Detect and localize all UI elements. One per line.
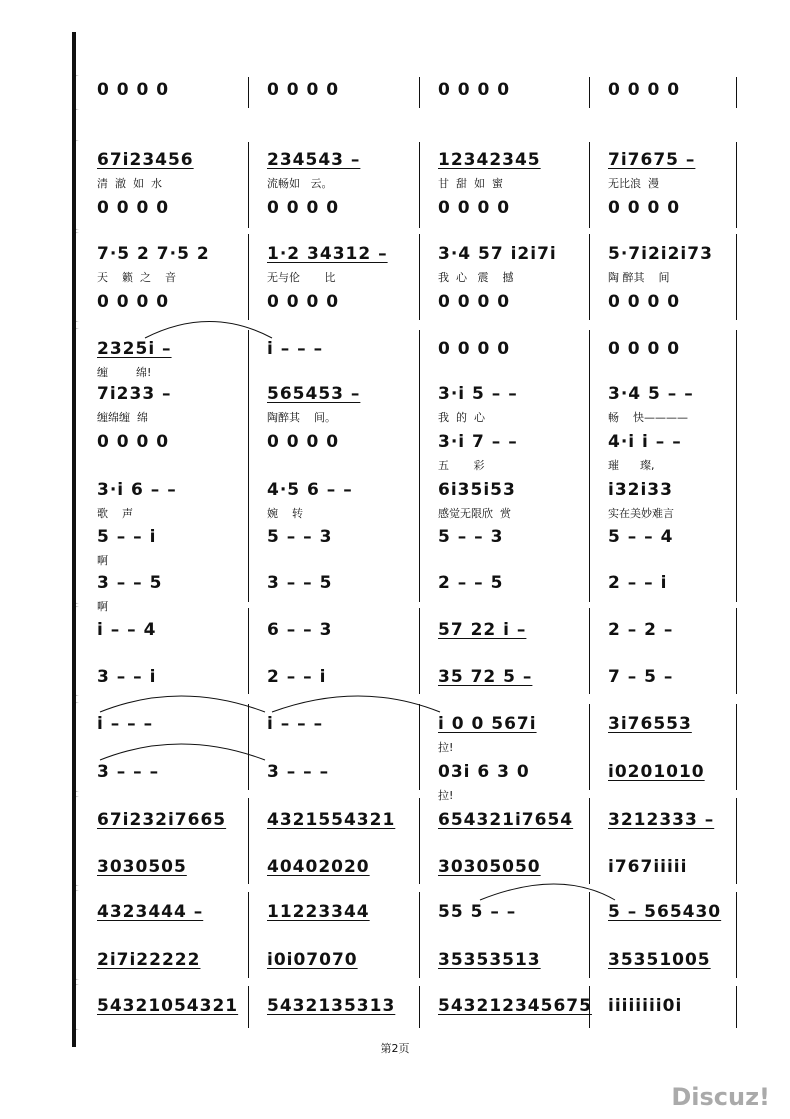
- measure-notes: 0 0 0 0: [97, 432, 170, 452]
- measure-notes: i – – –: [267, 714, 324, 734]
- measure-notes: 4·i i – –: [608, 432, 682, 452]
- measure-notes: 5 – – 3: [267, 527, 333, 547]
- measure-notes: 0 0 0 0: [267, 432, 340, 452]
- slur: [145, 322, 272, 339]
- measure-notes: 5 – – i: [97, 527, 157, 547]
- measure-notes: 0 0 0 0: [608, 292, 681, 312]
- measure-notes: 5 – – 4: [608, 527, 674, 547]
- measure-notes: 5 – – 3: [438, 527, 504, 547]
- measure-notes: 0 0 0 0: [608, 198, 681, 218]
- lyric: 缠绵缠 绵: [97, 411, 148, 424]
- lyric: 我 心 震 撼: [438, 271, 514, 284]
- measure-notes: i – – 4: [97, 620, 157, 640]
- lyric: 感觉无限欣 赏: [438, 507, 511, 520]
- measure-notes: i767iiiii: [608, 857, 688, 877]
- measure-notes: 6i35i53: [438, 480, 516, 500]
- measure-notes: 0 0 0 0: [438, 80, 511, 100]
- measure-notes: 67i23456: [97, 150, 194, 170]
- measure-notes: 0 0 0 0: [97, 198, 170, 218]
- lyric: 婉 转: [267, 507, 303, 520]
- slur: [480, 884, 615, 900]
- measure-notes: 1·2 34312 –: [267, 244, 388, 264]
- measure-notes: 0 0 0 0: [608, 80, 681, 100]
- measure-notes: 0 0 0 0: [438, 198, 511, 218]
- watermark: Discuz!: [671, 1083, 770, 1111]
- measure-notes: 5·7i2i2i73: [608, 244, 713, 264]
- measure-notes: 0 0 0 0: [438, 339, 511, 359]
- measure-notes: 2 – – 5: [438, 573, 504, 593]
- measure-notes: 11223344: [267, 902, 370, 922]
- measure-notes: i0i07070: [267, 950, 358, 970]
- lyric: 流畅如 云。: [267, 177, 333, 190]
- measure-notes: 4323444 –: [97, 902, 204, 922]
- page-number: 第2页: [380, 1042, 410, 1055]
- lyric: 陶 醉其 间: [608, 271, 670, 284]
- measure-notes: 35353513: [438, 950, 541, 970]
- lyric: 啊: [97, 554, 108, 567]
- measure-notes: 6 – – 3: [267, 620, 333, 640]
- lyric: 拉!: [438, 789, 454, 802]
- measure-notes: 0 0 0 0: [608, 339, 681, 359]
- measure-notes: 03i 6 3 0: [438, 762, 530, 782]
- measure-notes: 57 22 i –: [438, 620, 527, 640]
- measure-notes: 3 – – 5: [97, 573, 163, 593]
- measure-notes: i – – –: [97, 714, 154, 734]
- measure-notes: 543212345675: [438, 996, 592, 1016]
- measure-notes: 3·4 57 i2i7i: [438, 244, 557, 264]
- measure-notes: 40402020: [267, 857, 370, 877]
- measure-notes: 55 5 – –: [438, 902, 517, 922]
- lyric: 无与伦 比: [267, 271, 336, 284]
- lyric: 啊: [97, 600, 108, 613]
- measure-notes: 0 0 0 0: [438, 292, 511, 312]
- measure-notes: 3 – – i: [97, 667, 157, 687]
- measure-notes: 234543 –: [267, 150, 361, 170]
- measure-notes: 2i7i22222: [97, 950, 201, 970]
- lyric: 天 籁 之 音: [97, 271, 176, 284]
- lyric: 实在美妙难言: [608, 507, 674, 520]
- lyric: 五 彩: [438, 459, 485, 472]
- measure-notes: 0 0 0 0: [97, 80, 170, 100]
- measure-notes: 5 – 565430: [608, 902, 722, 922]
- lyric: 无比浪 漫: [608, 177, 659, 190]
- measure-notes: 3·i 7 – –: [438, 432, 518, 452]
- measure-notes: 5432135313: [267, 996, 396, 1016]
- measure-notes: 3·4 5 – –: [608, 384, 694, 404]
- measure-notes: 30305050: [438, 857, 541, 877]
- measure-notes: 7i233 –: [97, 384, 172, 404]
- measure-notes: 0 0 0 0: [267, 80, 340, 100]
- measure-notes: 3030505: [97, 857, 187, 877]
- lyric: 歌 声: [97, 507, 133, 520]
- lyric: 我 的 心: [438, 411, 485, 424]
- measure-notes: i 0 0 567i: [438, 714, 537, 734]
- measure-notes: 2 – 2 –: [608, 620, 674, 640]
- measure-notes: 0 0 0 0: [97, 292, 170, 312]
- measure-notes: 2325i –: [97, 339, 172, 359]
- lyric: 甘 甜 如 蜜: [438, 177, 503, 190]
- measure-notes: 7i7675 –: [608, 150, 696, 170]
- lyric: 陶醉其 间。: [267, 411, 336, 424]
- measure-notes: iiiiiiii0i: [608, 996, 683, 1016]
- measure-notes: 3 – – –: [97, 762, 160, 782]
- measure-notes: i – – –: [267, 339, 324, 359]
- measure-notes: 35 72 5 –: [438, 667, 533, 687]
- measure-notes: 0 0 0 0: [267, 292, 340, 312]
- measure-notes: 565453 –: [267, 384, 361, 404]
- measure-notes: 3·i 5 – –: [438, 384, 518, 404]
- measure-notes: i0201010: [608, 762, 705, 782]
- measure-notes: 67i232i7665: [97, 810, 227, 830]
- slur: [272, 696, 440, 712]
- lyric: 清 澈 如 水: [97, 177, 162, 190]
- lyric: 畅 快————: [608, 411, 688, 424]
- measure-notes: 3·i 6 – –: [97, 480, 177, 500]
- measure-notes: 3 – – –: [267, 762, 330, 782]
- measure-notes: 2 – – i: [267, 667, 327, 687]
- measure-notes: 54321054321: [97, 996, 239, 1016]
- lyric: 璀 璨,: [608, 459, 655, 472]
- measure-notes: 3i76553: [608, 714, 692, 734]
- lyric: 拉!: [438, 741, 454, 754]
- measure-notes: 654321i7654: [438, 810, 574, 830]
- measure-notes: 4321554321: [267, 810, 396, 830]
- measure-notes: i32i33: [608, 480, 673, 500]
- slur: [100, 744, 265, 760]
- measure-notes: 7·5 2 7·5 2: [97, 244, 210, 264]
- measure-notes: 3 – – 5: [267, 573, 333, 593]
- measure-notes: 35351005: [608, 950, 711, 970]
- measure-notes: 0 0 0 0: [267, 198, 340, 218]
- slur: [100, 696, 265, 712]
- measure-notes: 3212333 –: [608, 810, 715, 830]
- lyric: 缠 绵!: [97, 366, 152, 379]
- measure-notes: 4·5 6 – –: [267, 480, 353, 500]
- measure-notes: 7 – 5 –: [608, 667, 674, 687]
- measure-notes: 2 – – i: [608, 573, 668, 593]
- measure-notes: 12342345: [438, 150, 541, 170]
